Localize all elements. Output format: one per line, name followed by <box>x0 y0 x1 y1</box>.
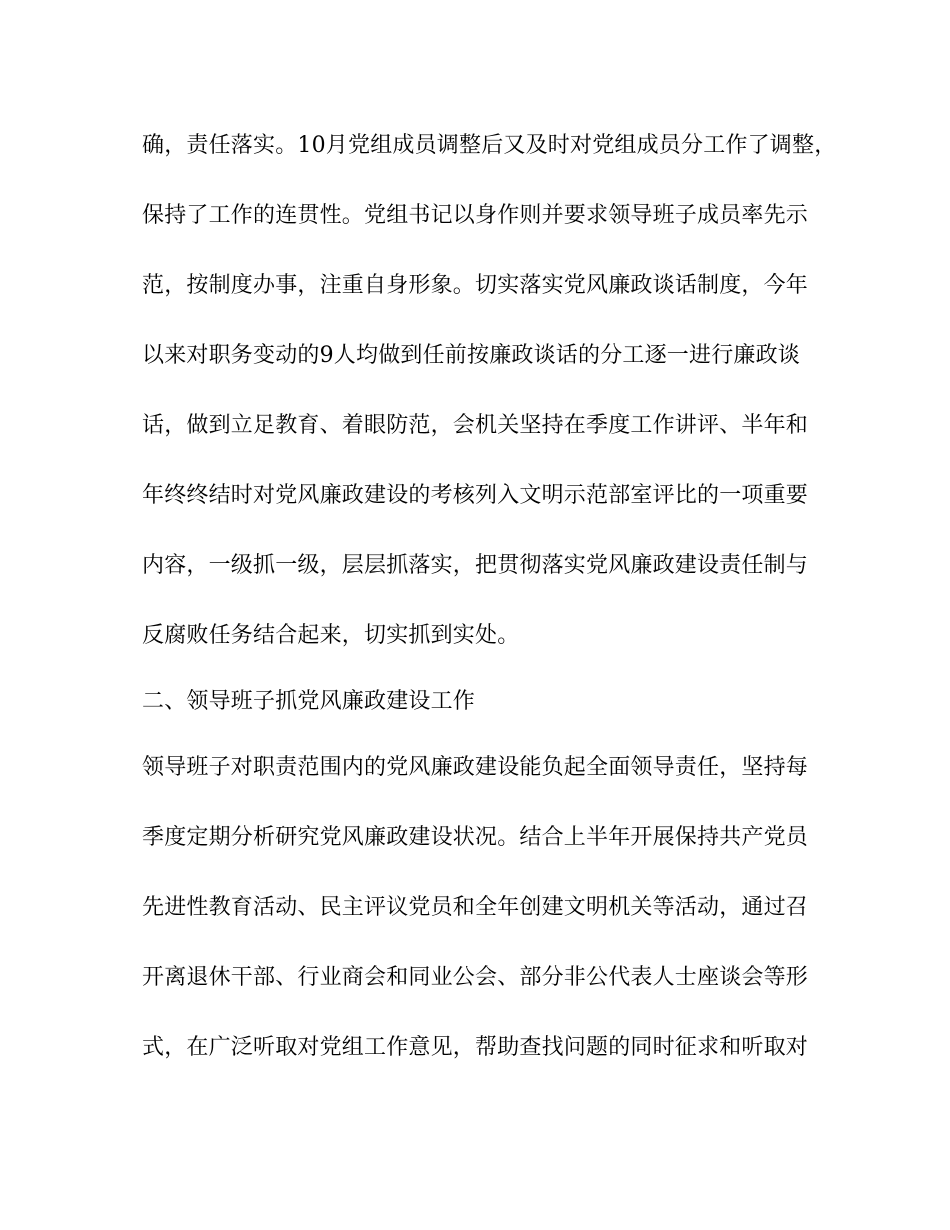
paragraph-line: 内容，一级抓一级，层层抓落实，把贯彻落实党风廉政建设责任制与 <box>142 553 809 578</box>
paragraph-line: 以来对职务变动的9人均做到任前按廉政谈话的分工逐一进行廉政谈 <box>142 343 800 368</box>
paragraph-line: 保持了工作的连贯性。党组书记以身作则并要求领导班子成员率先示 <box>142 203 809 228</box>
paragraph-line: 领导班子对职责范围内的党风廉政建设能负起全面领导责任，坚持每 <box>142 755 809 780</box>
paragraph-line: 反腐败任务结合起来，切实抓到实处。 <box>142 623 520 648</box>
paragraph-line: 季度定期分析研究党风廉政建设状况。结合上半年开展保持共产党员 <box>142 825 809 850</box>
paragraph-line: 式，在广泛听取对党组工作意见，帮助查找问题的同时征求和听取对 <box>142 1035 809 1060</box>
paragraph-line: 开离退休干部、行业商会和同业公会、部分非公代表人士座谈会等形 <box>142 965 809 990</box>
section-heading: 二、领导班子抓党风廉政建设工作 <box>142 689 476 714</box>
paragraph-line: 确，责任落实。10月党组成员调整后又及时对党组成员分工作了调整， <box>142 133 837 158</box>
paragraph-line: 年终终结时对党风廉政建设的考核列入文明示范部室评比的一项重要 <box>142 483 809 508</box>
paragraph-line: 范，按制度办事，注重自身形象。切实落实党风廉政谈话制度，今年 <box>142 273 809 298</box>
paragraph-line: 先进性教育活动、民主评议党员和全年创建文明机关等活动，通过召 <box>142 895 809 920</box>
paragraph-line: 话，做到立足教育、着眼防范，会机关坚持在季度工作讲评、半年和 <box>142 413 809 438</box>
